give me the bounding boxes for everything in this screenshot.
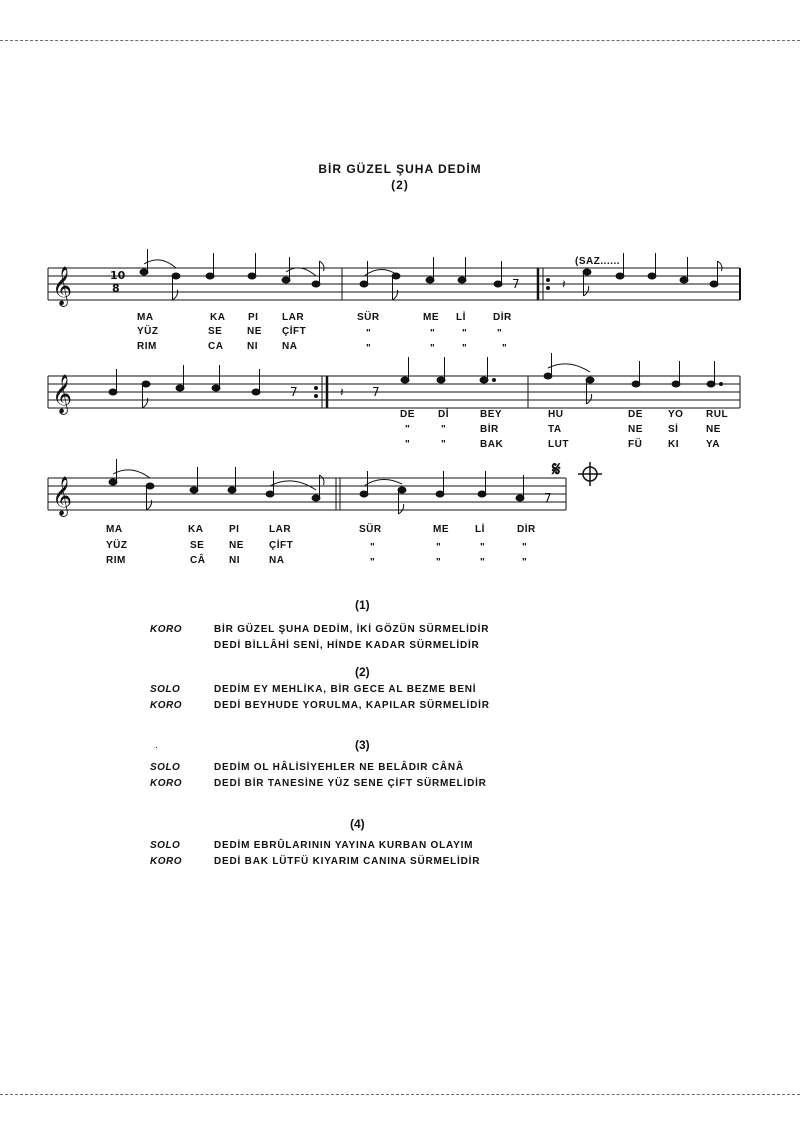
lyric: LAR — [282, 312, 305, 323]
verse-number: (1) — [355, 598, 370, 612]
lyric: " — [366, 343, 372, 354]
lyric: ME — [423, 312, 439, 323]
lyric: ME — [433, 524, 449, 535]
lyric: " — [522, 542, 528, 553]
verse-number: (2) — [355, 665, 370, 679]
verse-line: DEDİ BEYHUDE YORULMA, KAPILAR SÜRMELİDİR — [214, 700, 490, 711]
verse-line: DEDİM EBRÛLARININ YAYINA KURBAN OLAYIM — [214, 840, 474, 851]
lyric: NE — [706, 424, 721, 435]
lyric: " — [370, 557, 376, 568]
verse-role: SOLO — [150, 762, 181, 773]
verse-role: SOLO — [150, 840, 181, 851]
lyric: KA — [210, 312, 226, 323]
svg-text:7: 7 — [290, 385, 298, 399]
lyric: " — [497, 328, 503, 339]
lyric: DE — [628, 409, 643, 420]
lyric: LAR — [269, 524, 292, 535]
song-subtitle: (2) — [391, 178, 409, 192]
lyric: NI — [247, 341, 258, 352]
verse-role: KORO — [150, 856, 182, 867]
lyric: NE — [247, 326, 262, 337]
svg-text:𝄞: 𝄞 — [52, 476, 73, 516]
lyric: CA — [208, 341, 224, 352]
staff-system-3 — [0, 457, 800, 524]
lyric: " — [480, 542, 486, 553]
verse-line: DEDİ BİLLÂHİ SENİ, HİNDE KADAR SÜRMELİDİR — [214, 640, 480, 651]
lyric: YA — [706, 439, 720, 450]
verse-role: KORO — [150, 700, 182, 711]
svg-text:7: 7 — [372, 385, 380, 399]
lyric: " — [436, 542, 442, 553]
lyric: " — [430, 328, 436, 339]
svg-text:𝄽: 𝄽 — [340, 385, 344, 399]
coda-icon — [578, 462, 602, 486]
staff-system-1 — [0, 250, 800, 320]
lyric: " — [502, 343, 508, 354]
lyric: Lİ — [456, 312, 466, 323]
verse-number: (3) — [355, 738, 370, 752]
lyric: SE — [208, 326, 223, 337]
lyric: " — [522, 557, 528, 568]
lyric: BİR — [480, 424, 499, 435]
lyric: MA — [106, 524, 123, 535]
verse-role: KORO — [150, 778, 182, 789]
lyric: KI — [668, 439, 679, 450]
svg-text:𝄞: 𝄞 — [52, 374, 73, 414]
lyric: ÇİFT — [282, 326, 307, 337]
lyric: PI — [229, 524, 240, 535]
verse-line: DEDİ BAK LÜTFÜ KIYARIM CANINA SÜRMELİDİR — [214, 856, 481, 867]
lyric: RUL — [706, 409, 729, 420]
lyric: NA — [269, 555, 285, 566]
lyric: SÜR — [357, 312, 380, 323]
lyric: RIM — [106, 555, 126, 566]
lyric: " — [480, 557, 486, 568]
lyric: YO — [668, 409, 684, 420]
svg-text:7: 7 — [544, 491, 552, 505]
stray-mark: . — [155, 740, 158, 751]
lyric: PI — [248, 312, 259, 323]
verse-role: KORO — [150, 624, 182, 635]
lyric: " — [462, 328, 468, 339]
lyric: " — [441, 424, 447, 435]
saz-indication: (SAZ...... — [575, 256, 620, 267]
lyric: KA — [188, 524, 204, 535]
verse-line: DEDİM EY MEHLİKA, BİR GECE AL BEZME BENİ — [214, 684, 477, 695]
top-dashed-border — [0, 40, 800, 41]
lyric: DİR — [517, 524, 536, 535]
lyric: TA — [548, 424, 562, 435]
time-signature-bottom: 8 — [112, 282, 120, 295]
bottom-dashed-border — [0, 1094, 800, 1095]
lyric: DİR — [493, 312, 512, 323]
lyric: " — [370, 542, 376, 553]
verse-line: DEDİ BİR TANESİNE YÜZ SENE ÇİFT SÜRMELİDİR — [214, 778, 487, 789]
lyric: " — [405, 439, 411, 450]
lyric: SE — [190, 540, 205, 551]
svg-text:𝄞: 𝄞 — [52, 266, 73, 306]
lyric: CÂ — [190, 555, 206, 566]
segno-icon: 𝄋 — [552, 457, 561, 481]
svg-text:7: 7 — [512, 277, 520, 291]
lyric: NE — [628, 424, 643, 435]
lyric: ÇİFT — [269, 540, 294, 551]
lyric: Dİ — [438, 409, 449, 420]
verse-role: SOLO — [150, 684, 181, 695]
lyric: LUT — [548, 439, 569, 450]
lyric: " — [462, 343, 468, 354]
lyric: Sİ — [668, 424, 679, 435]
lyric: RIM — [137, 341, 157, 352]
lyric: YÜZ — [106, 540, 128, 551]
lyric: NI — [229, 555, 240, 566]
lyric: " — [366, 328, 372, 339]
lyric: " — [436, 557, 442, 568]
lyric: SÜR — [359, 524, 382, 535]
lyric: HU — [548, 409, 564, 420]
svg-text:𝄽: 𝄽 — [562, 277, 566, 291]
lyric: BAK — [480, 439, 504, 450]
time-signature-top: 10 — [110, 269, 126, 282]
lyric: " — [405, 424, 411, 435]
lyric: YÜZ — [137, 326, 159, 337]
lyric: NA — [282, 341, 298, 352]
verse-line: BİR GÜZEL ŞUHA DEDİM, İKİ GÖZÜN SÜRMELİDİR — [214, 624, 490, 635]
song-title: BİR GÜZEL ŞUHA DEDİM — [318, 162, 482, 176]
lyric: Lİ — [475, 524, 485, 535]
verse-number: (4) — [350, 817, 365, 831]
lyric: NE — [229, 540, 244, 551]
lyric: DE — [400, 409, 415, 420]
lyric: " — [430, 343, 436, 354]
verse-line: DEDİM OL HÂLİSİYEHLER NE BELÂDIR CÂNÂ — [214, 762, 464, 773]
lyric: BEY — [480, 409, 503, 420]
lyric: FÜ — [628, 439, 643, 450]
lyric: " — [441, 439, 447, 450]
lyric: MA — [137, 312, 154, 323]
